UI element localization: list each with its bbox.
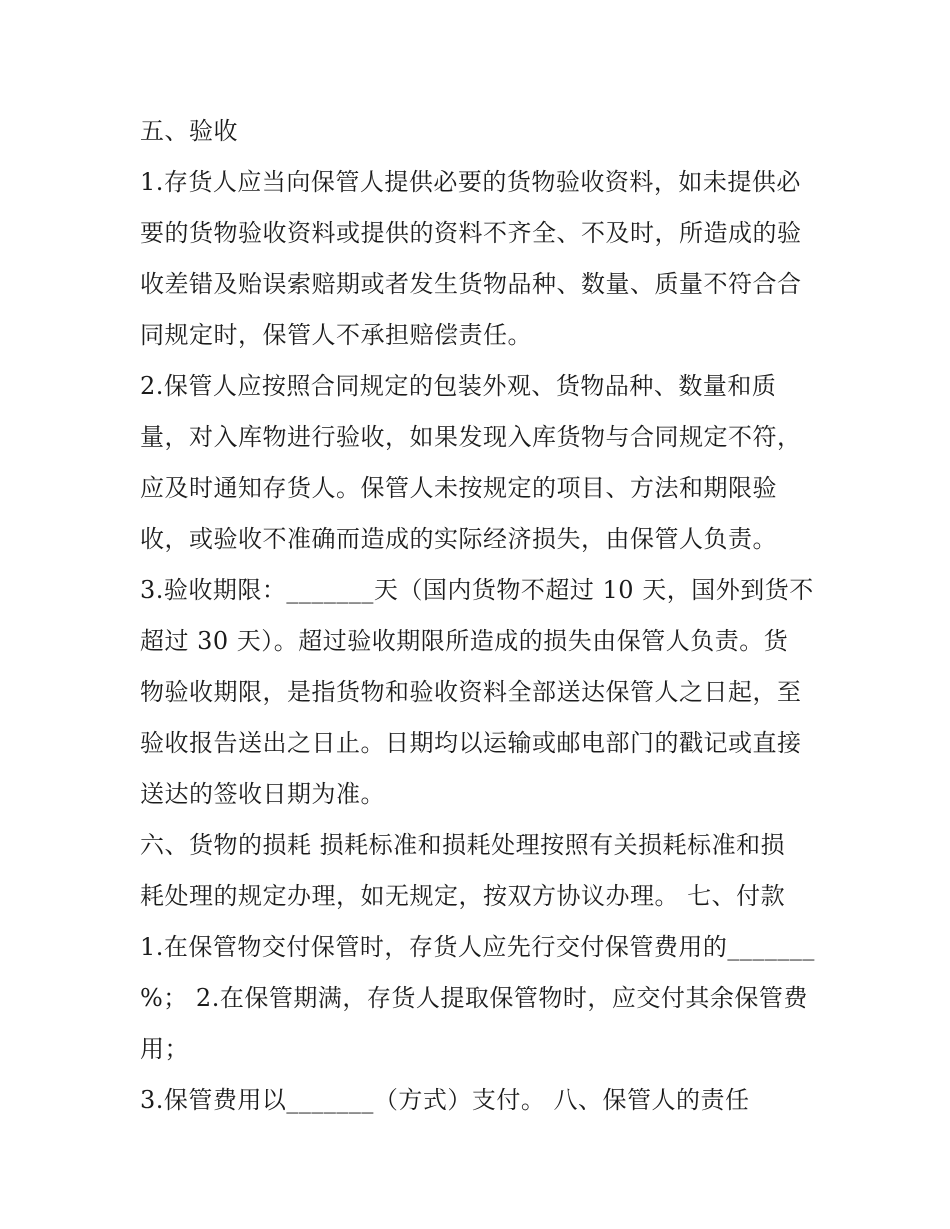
- text-line: 3.验收期限：_______天（国内货物不超过 10 天，国外到货不: [140, 576, 814, 604]
- text-line: 1.存货人应当向保管人提供必要的货物验收资料，如未提供必: [140, 168, 801, 196]
- document-body: [140, 106, 820, 1126]
- text-line: 要的货物验收资料或提供的资料不齐全、不及时，所造成的验: [140, 219, 802, 247]
- text-line: 1.在保管物交付保管时，存货人应先行交付保管费用的_______: [140, 933, 815, 961]
- text-line: 送达的签收日期为准。: [140, 780, 385, 808]
- text-line: 2.保管人应按照合同规定的包装外观、货物品种、数量和质: [140, 372, 777, 400]
- text-line: 3.保管费用以_______（方式）支付。 八、保管人的责任: [140, 1086, 750, 1114]
- text-line: %； 2.在保管期满，存货人提取保管物时，应交付其余保管费: [140, 984, 808, 1012]
- text-line: 五、验收: [140, 117, 238, 145]
- text-line: 物验收期限，是指货物和验收资料全部送达保管人之日起，至: [140, 678, 802, 706]
- text-line: 收，或验收不准确而造成的实际经济损失，由保管人负责。: [140, 525, 777, 553]
- text-line: 同规定时，保管人不承担赔偿责任。: [140, 321, 532, 349]
- text-line: 超过 30 天）。超过验收期限所造成的损失由保管人负责。货: [140, 627, 789, 655]
- text-line: 收差错及贻误索赔期或者发生货物品种、数量、质量不符合合: [140, 270, 802, 298]
- text-line: 耗处理的规定办理，如无规定，按双方协议办理。 七、付款: [140, 882, 786, 910]
- text-line: 验收报告送出之日止。日期均以运输或邮电部门的戳记或直接: [140, 729, 802, 757]
- text-line: 六、货物的损耗 损耗标准和损耗处理按照有关损耗标准和损: [140, 831, 786, 859]
- text-line: 量，对入库物进行验收，如果发现入库货物与合同规定不符，: [140, 423, 802, 451]
- text-line: 用；: [140, 1035, 189, 1063]
- text-line: 应及时通知存货人。保管人未按规定的项目、方法和期限验: [140, 474, 777, 502]
